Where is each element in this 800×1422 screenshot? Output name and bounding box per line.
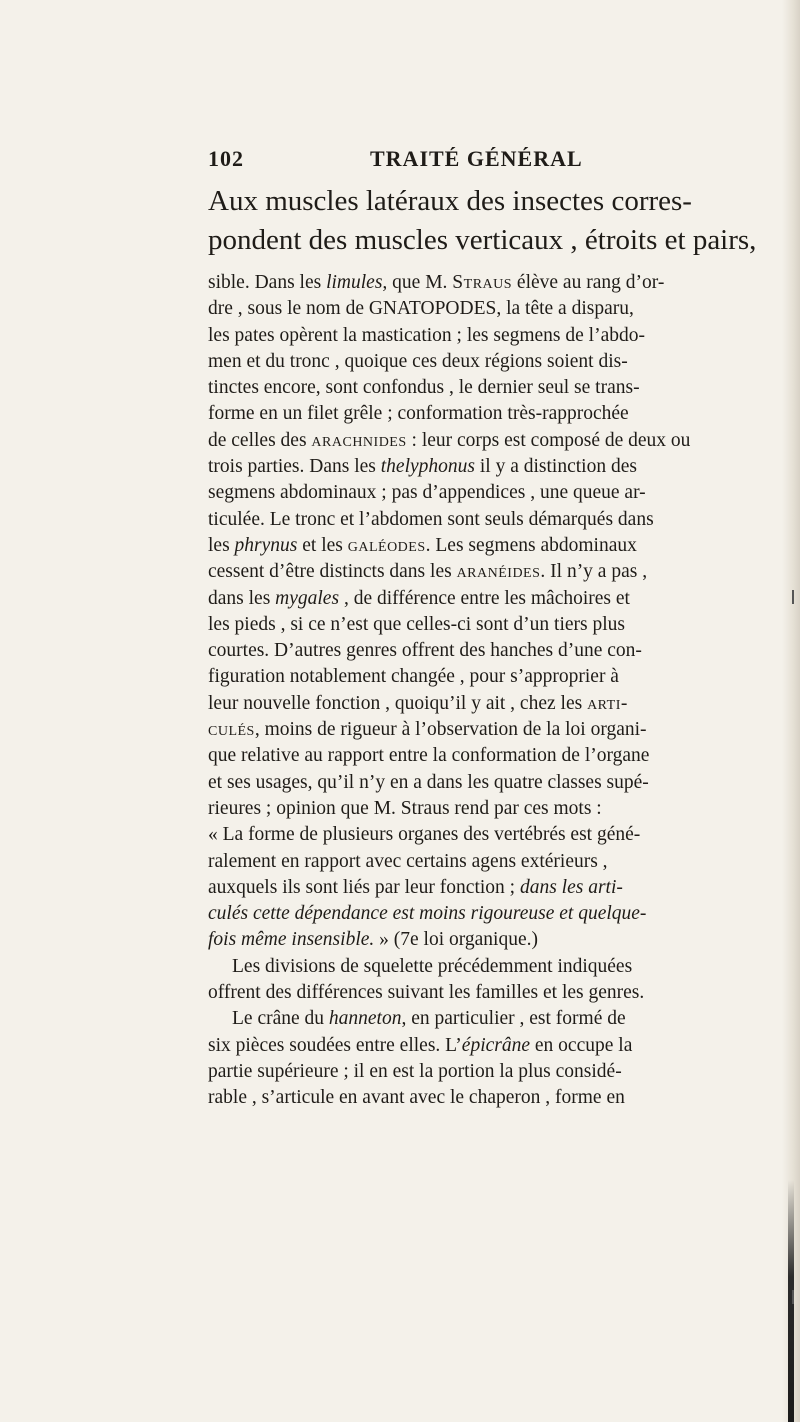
margin-mark xyxy=(792,1290,794,1304)
text-line: rieures ; opinion que M. Straus rend par ces mots : xyxy=(208,797,602,819)
text-line: courtes. D’autres genres offrent des hanches d’une con- xyxy=(208,640,642,662)
page-number: 102 xyxy=(208,146,244,171)
text-line: dre , sous le nom de GNATOPODES, la tête a disparu, xyxy=(208,298,634,320)
text-line: leur nouvelle fonction , quoiqu’il y ait , chez les arti- xyxy=(208,692,628,714)
text-line: six pièces soudées entre elles. L’épicrâne en occupe la xyxy=(208,1034,633,1056)
running-header xyxy=(208,146,600,174)
text-line: culés cette dépendance est moins rigoureuse et quelque- xyxy=(208,903,647,925)
text-line: Le crâne du hanneton, en particulier , est formé de xyxy=(232,1008,626,1030)
running-title: TRAITÉ GÉNÉRAL xyxy=(370,146,583,171)
text-line: de celles des arachnides : leur corps est composé de deux ou xyxy=(208,429,691,451)
text-line: trois parties. Dans les thelyphonus il y a distinction des xyxy=(208,456,637,478)
text-line: ticulée. Le tronc et l’abdomen sont seuls démarqués dans xyxy=(208,508,654,530)
text-line: que relative au rapport entre la conformation de l’organe xyxy=(208,745,650,767)
text-line: segmens abdominaux ; pas d’appendices , une queue ar- xyxy=(208,482,646,504)
text-line: culés, moins de rigueur à l’observation de la loi organi- xyxy=(208,719,647,741)
text-line: tinctes encore, sont confondus , le dernier seul se trans- xyxy=(208,377,640,399)
text-line: figuration notablement changée , pour s’approprier à xyxy=(208,666,619,688)
text-line: men et du tronc , quoique ces deux régions soient dis- xyxy=(208,350,628,372)
text-line: Les divisions de squelette précédemment indiquées xyxy=(232,955,633,977)
text-line: fois même insensible. » (7e loi organique.) xyxy=(208,929,538,951)
lead-line: pondent des muscles verticaux , étroits et pairs, xyxy=(208,224,757,256)
text-line: rable , s’articule en avant avec le chaperon , forme en xyxy=(208,1087,625,1109)
text-line: sible. Dans les limules, que M. Straus élève au rang d’or- xyxy=(208,272,665,293)
text-line: ralement en rapport avec certains agens extérieurs , xyxy=(208,850,608,872)
text-line: partie supérieure ; il en est la portion la plus considé- xyxy=(208,1060,622,1082)
text-line: les phrynus et les galéodes. Les segmens abdominaux xyxy=(208,534,637,556)
text-line: les pates opèrent la mastication ; les segmens de l’abdo- xyxy=(208,324,645,346)
text-line: dans les mygales , de différence entre les mâchoires et xyxy=(208,587,630,609)
body-text xyxy=(208,270,778,1112)
text-line: « La forme de plusieurs organes des vertébrés est géné- xyxy=(208,824,641,846)
text-line: les pieds , si ce n’est que celles-ci sont d’un tiers plus xyxy=(208,613,625,635)
text-line: offrent des différences suivant les familles et les genres. xyxy=(208,982,645,1004)
lead-line: Aux muscles latéraux des insectes corres- xyxy=(208,185,692,217)
margin-mark xyxy=(792,590,794,604)
text-line: auxquels ils sont liés par leur fonction ; dans les arti- xyxy=(208,876,623,898)
text-line: et ses usages, qu’il n’y en a dans les quatre classes supé- xyxy=(208,771,649,793)
text-line: cessent d’être distincts dans les aranéides. Il n’y a pas , xyxy=(208,561,648,583)
lead-paragraph xyxy=(208,182,778,260)
text-line: forme en un filet grêle ; conformation très-rapprochée xyxy=(208,403,629,425)
